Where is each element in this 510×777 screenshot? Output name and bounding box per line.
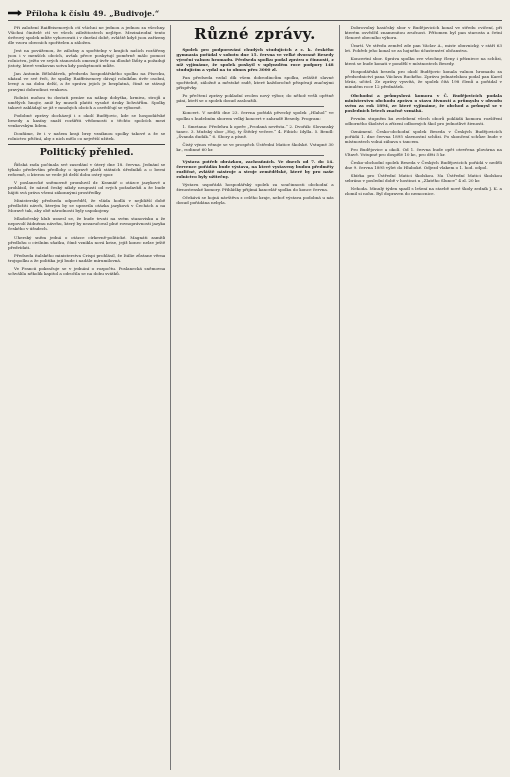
- paragraph: Nehoda. Minulý týden spadl s lešení na stavbě nové školy zedník J. K. a zlomil si nohu. Byl dopraven do nemocnice.: [344, 186, 502, 197]
- paragraph: Mladočeský klub usnesl se, že bude trvati na svém stanovisku a že nepovolí žádnému návrhu, který by nezaručoval plné rovnoprávnosti jazyka českého v úřadech.: [8, 216, 166, 232]
- paragraph: Doufáme, že i v našem kraji brzy vzniknou spolky takové a že se rolnictvo přičiní, aby z nich mělo co největší užitek.: [8, 130, 166, 141]
- divider: [186, 106, 323, 107]
- paragraph: Ministerský předseda odpověděl, že vláda hodlá v nejbližší době předložiti návrh, kterým by se upravila otázka jazyková v Čechách a na Moravě tak, aby obě národnosti byly uspokojeny.: [8, 198, 166, 214]
- program-list: 1. Smetana: Předehra k opeře „Prodaná nevěsta.“ 2. Dvořák: Slovanský tanec. 3. Mužský sbor „Hoj, ty Štědrý večere.“ 4. Fibich: Idylla. 5. Bendl: „Švanda dudák.“ 6. Sbory a písně.: [176, 123, 334, 139]
- divider: [186, 155, 323, 156]
- paragraph: Pan předseda vzdal dík všem dobrodincům spolku, zvláště slavné spořitelně, záložně a městské radě, které každoročně přispívají značnými příspěvky.: [176, 75, 334, 91]
- paragraph: Uherský sněm jedná o otázce církevně-politické. Magnáti zamítli předlohu o civilním sňatku, čímž vznikla nová krise, jejíž konec nelze ještě předvídati.: [8, 234, 166, 250]
- paragraph: Prvním stupněm ku zvelebení všech oborů pokládá komora rozšíření odborného školství a zřízení odborných škol pro jednotlivé živnosti.: [344, 115, 502, 126]
- paragraph: Sbírka pro Ústřední Matici školskou. Na Ústřední Matici školskou sebráno v poslední době v hostinci u „Zlatého Slunce“ 4 zl. 20 kr.: [344, 173, 502, 184]
- paragraph: Česko-obchodní spolek Beseda v Českých Budějovicích pořádá v neděli dne 9. června 1895 výlet do Hluboké. Odjezd vlakem o 1. hod. odpol.: [344, 160, 502, 171]
- paragraph: Očekává se hojná návštěva z celého kraje, neboť výstava podobná u nás dosud pořádána nebyla.: [176, 195, 334, 206]
- paragraph: Podobné zprávy docházejí i z okolí Budějovic, kde se hospodářské besedy a kasíny snaží rozšířiti vědomosti o těchto spolcích mezi venkovským lidem.: [8, 112, 166, 128]
- paragraph: Úmrtí. Ve středu zemřel zde pan Václav A., mistr obuvnický, v stáří 63 let. Pohřeb jeho konal se za hojného účastenství občanstva.: [344, 43, 502, 54]
- paragraph: Předseda italského ministerstva Crispi prohlásil, že Itálie zůstane věrna trojspolku a že politika její bude i nadále mírumilovná.: [8, 252, 166, 263]
- columns: [8, 25, 502, 770]
- paragraph: Jest na pováženou, že záložny a spořitelny v krajích našich rozšířeny jsou i v menších obcích, avšak přece poskytují poměrně málo pomoci rolnictvu, ježto ve svých stanovách omezují úvěr na dlouhé lhůty a požadují jistoty, které venkovan sotva kdy poskytnouti může.: [8, 48, 166, 69]
- paragraph: Říšská rada počínala své zasedání v úterý dne 18. června. Jednání se týkalo především předlohy o úpravě platů státních úředníků a o berní reformě, o kterou se vede již delší dobu ostrý spor.: [8, 161, 166, 178]
- column-3: [345, 25, 502, 770]
- supplement-header: [8, 6, 502, 21]
- section-heading: Politický přehled.: [8, 144, 165, 158]
- paragraph: Oznámení. Česko-obchodní spolek Beseda v Českých Budějovicích pořádá 1. dne června 1895 slavnostní schůzi. Po skončení schůze bude v místnostech volná zábava s tancem.: [344, 128, 502, 144]
- paragraph: Koncert. V neděli dne 23. června pořádá pěvecký spolek „Hlahol“ ve spolku s hudebním sborem velký koncert v zahradě Besedy. Program:: [176, 110, 334, 121]
- column-1: [8, 25, 165, 770]
- paragraph: Jan Antonín Bělohlávek, předseda hospodářského spolku na Písecku, ukázal ve své řeči, že spolky Raiffeisenovy dávají rolníkům úvěr osobní, levný a na dobu delší, a že správa jejich je bezplatná, čímž se stávají pravými dobrodinci venkova.: [8, 71, 166, 92]
- paragraph: Rolníci mohou tu dostati peníze na nákup dobytka, krmiva, strojů a umělých hnojiv, aniž by museli platiti vysoké úroky lichvářům. Spolky takové zakládají se již v mnohých obcích a osvědčují se výborně.: [8, 94, 166, 110]
- column-rule: [170, 25, 171, 770]
- pointing-hand-icon: [8, 10, 22, 16]
- paragraph: Čistý výnos věnuje se ve prospěch Ústřední Matice školské. Vstupné 30 kr., rodinné 60 kr.: [176, 141, 334, 152]
- paragraph: Výstava potřeb obrázkou, zachraňních. Ve dnech od 7. do 14. července pořádán bude výstava, na které vystaveny budou předměty rozličné, zvláště nástroje a stroje zemědělské, které by pro naše rolnictvo byly užitečny.: [176, 158, 334, 179]
- paragraph: Obchodní a průmyslová komora v Č. Budějovicích podala ministerstvu obchodu zprávu o stavu živností a průmyslu v obvodu svém za rok 1894, ze které vyjímáme, že obchod a průmysl se v posledních letech značně vzmáhá.: [344, 92, 502, 113]
- paragraph: Při založení Raiffeisenových ctí všichni ne jednou a jednou za všechny. Všichni činitelé ctí ve všech záležitostech nejlépe. Mezinárodní tento úvěrový spolek může vyhovovati i v dnešní době, zvláště když jsou zařízeny dle vzoru obecních spořitelen a záložen.: [8, 25, 166, 46]
- paragraph: Hospodářská beseda pro okolí Budějovic konala valnou hromadu za předsednictví pana Václava Ruckého. Zprávu jednatelskou podal pan Karel Mráz, učitel. Ze zprávy vysvítá, že spolek čítá 198 členů a pořádal v minulém roce 12 přednášek.: [344, 69, 502, 90]
- section-title: Různé zprávy.: [194, 25, 316, 43]
- paragraph: V poslanecké sněmovně promluvil dr. Kramář o otázce jazykové a prohlásil, že národ český nikdy neupustí od svých požadavků a že bude hájiti svá práva všemi zákonnými prostředky.: [8, 180, 166, 196]
- paragraph: Ve Francii pokračuje se v jednání o rozpočtu. Poslanecká sněmovna schválila několik kapitol a odročila se na dobu svátků.: [8, 265, 166, 276]
- supplement-title: Příloha k číslu 49. „Budivoje.“: [26, 8, 160, 18]
- column-rule: [339, 25, 340, 770]
- paragraph: Spolek pro podporování chudých studujících z c. k. českého gymnasia pořádal v sobotu dne 15. června ve velké dvoraně Besedy výroční valnou hromadu. Předseda spolku podal zprávu o činnosti, z níž vyjímáme, že spolek poskytl v uplynulém roce podpory 148 studujícím a vydal na to obnos přes 3000 zl.: [176, 47, 334, 73]
- paragraph: Koncertní sbor. Správa spolku zve všechny členy i příznivce na schůzi, která se bude konati v pondělí v místnostech Besedy.: [344, 56, 502, 67]
- paragraph: Výstavu uspořádá hospodářský spolek za součinnosti obchodní a živnostenské komory. Přihlášky přijímá kancelář spolku do konce června.: [176, 181, 334, 193]
- paragraph: Po přečtení zprávy pokladní zvolen nový výbor, do něhož vešli opětně páni, kteří se o spolek dosud zasloužili.: [176, 93, 334, 104]
- column-2: [176, 25, 333, 770]
- paragraph: Pro Budějovice a okolí. Od 1. června bude opět otevřena plovárna na Vltavě. Vstupné pro dospělé 10 kr., pro děti 5 kr.: [344, 146, 502, 157]
- paragraph: Dobrovolný hasičský sbor v Budějovicích konal ve středu cvičení, při kterém osvědčil znamenitou zručnost. Přítomen byl pan starosta a četní členové obecního výboru.: [344, 25, 502, 41]
